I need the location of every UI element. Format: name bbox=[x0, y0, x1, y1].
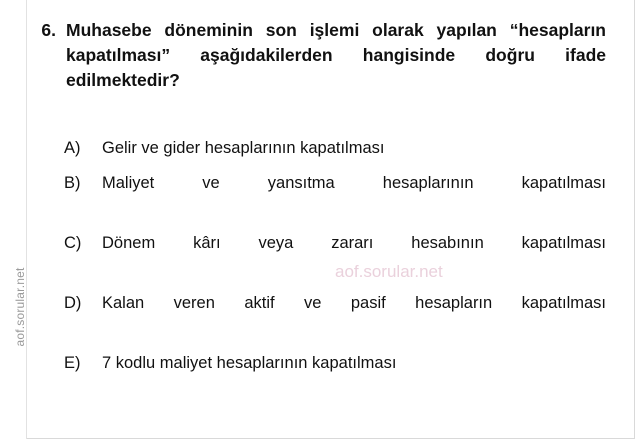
option-c-label: C) bbox=[64, 234, 82, 252]
option-a-text: Gelir ve gider hesaplarının kapatılması bbox=[102, 139, 385, 157]
option-b[interactable] bbox=[64, 171, 606, 221]
question-text: Muhasebe döneminin son işlemi olarak yapılan “hesapların kapatılması” aşağıdakilerden hangisinde doğru ifade edilmektedir? bbox=[66, 20, 606, 90]
left-margin-strip bbox=[0, 0, 27, 439]
options-list bbox=[26, 136, 606, 376]
question-block bbox=[26, 18, 606, 118]
option-a-label: A) bbox=[64, 139, 81, 157]
option-b-label: B) bbox=[64, 174, 81, 192]
option-d-label: D) bbox=[64, 294, 82, 312]
option-e[interactable] bbox=[64, 351, 606, 376]
option-c-text: Dönem kârı veya zararı hesabının kapatılması bbox=[102, 234, 606, 252]
option-c[interactable] bbox=[64, 231, 606, 281]
option-d-text: Kalan veren aktif ve pasif hesapların kapatılması bbox=[102, 294, 606, 312]
question-number: 6. bbox=[41, 20, 56, 40]
center-watermark-text: aof.sorular.net bbox=[335, 262, 443, 281]
question-content bbox=[26, 0, 634, 438]
option-a[interactable] bbox=[64, 136, 606, 161]
option-e-text: 7 kodlu maliyet hesaplarının kapatılması bbox=[102, 354, 397, 372]
side-watermark-text: aof.sorular.net bbox=[13, 267, 27, 347]
option-d[interactable] bbox=[64, 291, 606, 341]
option-b-text: Maliyet ve yansıtma hesaplarının kapatılması bbox=[102, 174, 606, 192]
option-e-label: E) bbox=[64, 354, 81, 372]
